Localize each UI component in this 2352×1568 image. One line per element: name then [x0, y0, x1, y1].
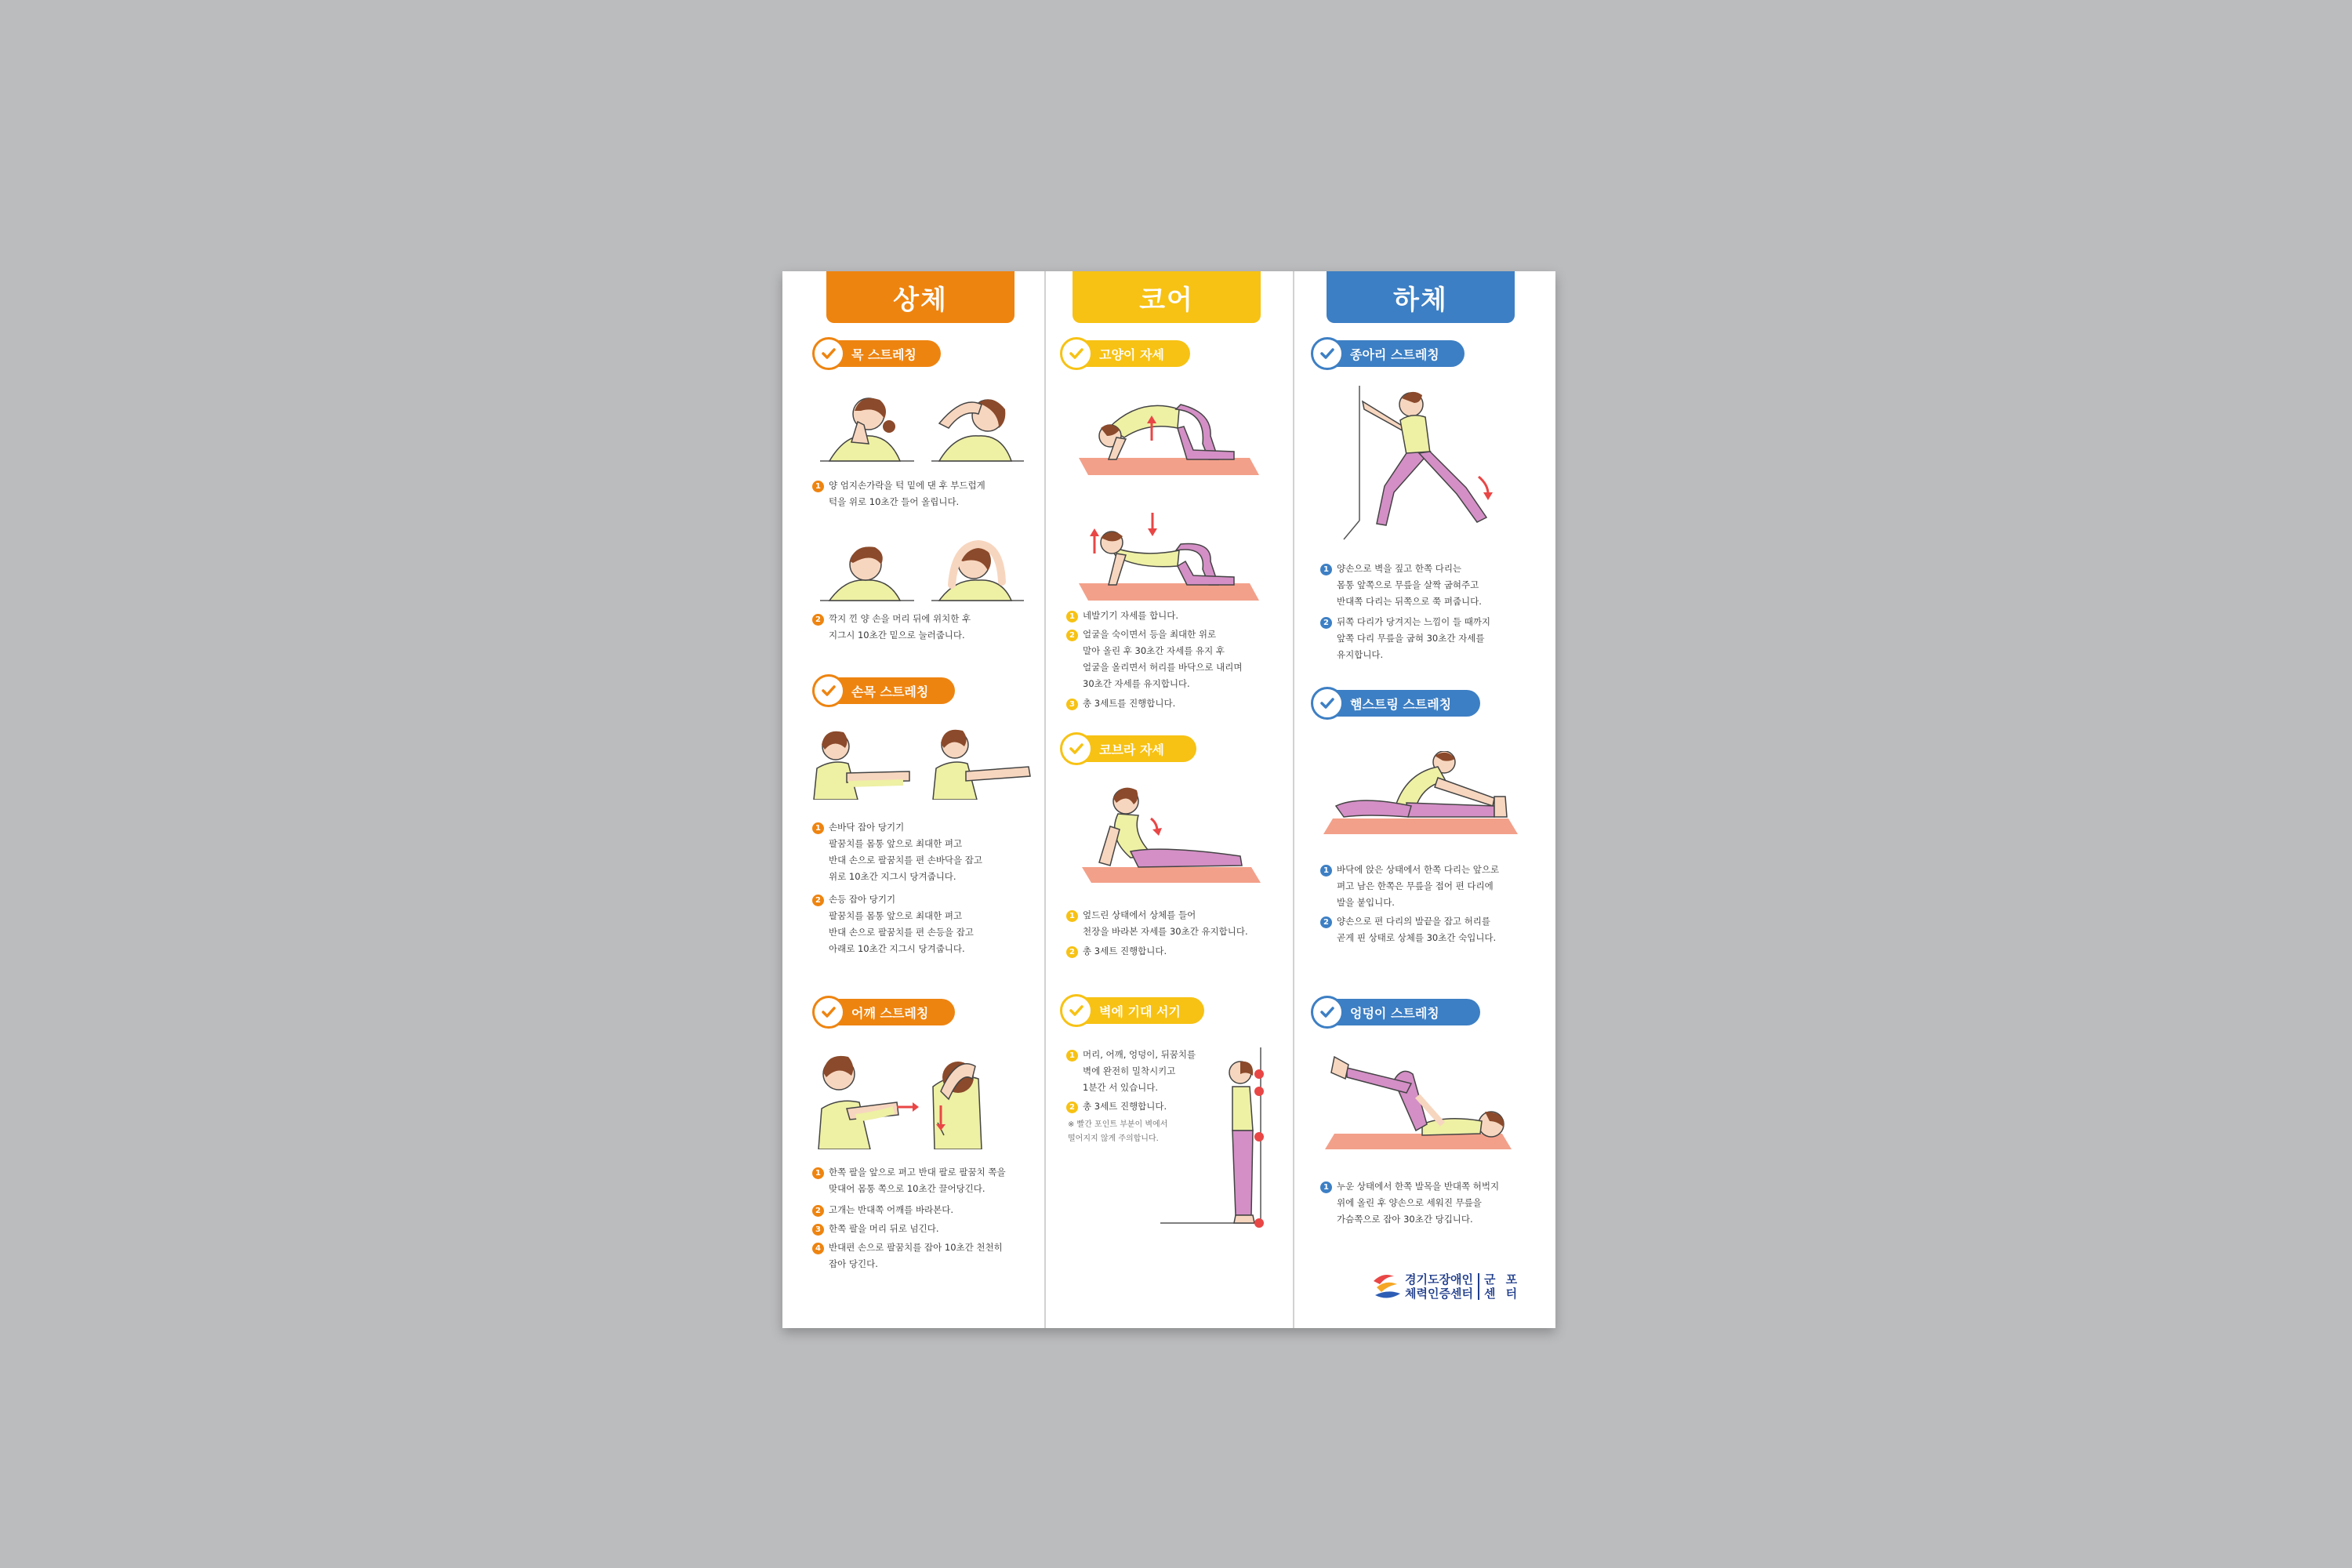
neck-stretch-label — [814, 340, 941, 367]
lower-body-title: 하체 — [1327, 271, 1515, 323]
step — [1066, 946, 1167, 960]
step-text: 한쪽 팔을 앞으로 펴고 반대 팔로 팔꿈치 쪽을 맞대어 몸통 쪽으로 10초간 끌어당긴다. — [829, 1167, 1006, 1194]
step-text: 손등 잡아 당기기 팔꿈치를 몸통 앞으로 최대한 펴고 반대 손으로 팔꿈치를 편 손등을 잡고 아래로 10초간 지그시 당겨줍니다. — [829, 894, 974, 954]
step — [1320, 616, 1490, 663]
step-text: 뒤쪽 다리가 당겨지는 느낌이 들 때까지 앞쪽 다리 무릎을 굽혀 30초간 자세를 유지합니다. — [1337, 616, 1491, 660]
step-number: 4 — [812, 1243, 824, 1254]
step — [812, 1167, 1006, 1197]
stretching-guide-sheet — [782, 271, 1555, 1328]
step — [1066, 1101, 1167, 1115]
check-icon — [1311, 337, 1344, 370]
step-text: 양손으로 벽을 짚고 한쪽 다리는 몸통 앞쪽으로 무릎을 살짝 굽혀주고 반대쪽 다리는 뒤쪽으로 쭉 펴줍니다. — [1337, 563, 1482, 607]
step-number: 2 — [1320, 617, 1332, 629]
step-number: 1 — [812, 1167, 824, 1179]
step-text: 총 3세트를 진행합니다. — [1083, 698, 1176, 709]
step — [1066, 909, 1248, 940]
step — [812, 480, 985, 510]
section-title: 고양이 자세 — [1099, 347, 1164, 362]
step — [812, 1223, 938, 1237]
check-icon — [812, 674, 845, 707]
step-number: 1 — [1066, 910, 1078, 922]
glute-stretch-illustration — [1320, 1049, 1526, 1159]
step-text: 손바닥 잡아 당기기 팔꿈치를 몸통 앞으로 최대한 펴고 반대 손으로 팔꿈치를 편 손바닥을 잡고 위로 10초간 지그시 당겨줍니다. — [829, 822, 983, 882]
step-text: 양 엄지손가락을 턱 밑에 댄 후 부드럽게 턱을 위로 10초간 들어 올립니다. — [829, 480, 985, 507]
shoulder-stretch-label — [814, 999, 955, 1025]
step-text: 한쪽 팔을 머리 뒤로 넘긴다. — [829, 1223, 939, 1234]
glute-stretch-label — [1312, 999, 1480, 1025]
step-text: 머리, 어깨, 엉덩이, 뒤꿈치를 벽에 완전히 밀착시키고 1분간 서 있습니다. — [1083, 1049, 1196, 1093]
step-text: 엎드린 상태에서 상체를 들어 천장을 바라본 자세를 30초간 유지합니다. — [1083, 909, 1248, 937]
step-number: 1 — [1320, 564, 1332, 575]
step — [1320, 864, 1499, 911]
step-number: 3 — [812, 1224, 824, 1236]
check-icon — [812, 337, 845, 370]
cat-pose-label — [1062, 340, 1190, 367]
cat-pose-illustration — [1077, 381, 1265, 475]
hamstring-stretch-label — [1312, 690, 1480, 717]
step-text: 네발기기 자세를 합니다. — [1083, 610, 1179, 621]
step-number: 2 — [812, 1205, 824, 1217]
step-number: 3 — [1066, 699, 1078, 710]
upper-body-column — [782, 271, 1032, 1328]
step-text: 고개는 반대쪽 어깨를 바라본다. — [829, 1204, 954, 1215]
cobra-pose-illustration — [1076, 779, 1269, 889]
section-title: 코브라 자세 — [1099, 742, 1164, 757]
wrist-stretch-label — [814, 677, 955, 704]
step-text: 양손으로 편 다리의 발끝을 잡고 허리를 곧게 핀 상태로 상체를 30초간 숙입니다. — [1337, 916, 1497, 943]
step — [812, 613, 971, 644]
step-number: 1 — [1066, 1050, 1078, 1062]
upper-body-title: 상체 — [826, 271, 1014, 323]
step-text: 총 3세트 진행합니다. — [1083, 946, 1167, 956]
shoulder-stretch-illustration — [815, 1047, 1035, 1149]
section-title: 어깨 스트레칭 — [851, 1005, 929, 1021]
check-icon — [812, 996, 845, 1029]
step-number: 2 — [1066, 946, 1078, 958]
step — [1066, 629, 1242, 692]
step-number: 1 — [812, 822, 824, 834]
section-title: 목 스트레칭 — [851, 347, 916, 362]
section-title: 손목 스트레칭 — [851, 684, 929, 699]
check-icon — [1311, 687, 1344, 720]
center-logo — [1370, 1272, 1520, 1301]
step — [1320, 916, 1496, 946]
step-text: 누운 상태에서 한쪽 발목을 반대쪽 허벅지 위에 올린 후 양손으로 세워진 무릎을 가슴쪽으로 잡아 30초간 당깁니다. — [1337, 1181, 1500, 1225]
step-text: 얼굴을 숙이면서 등을 최대한 위로 말아 올린 후 30초간 자세를 유지 후 얼굴을 올리면서 허리를 바닥으로 내리며 30초간 자세를 유지합니다. — [1083, 629, 1243, 689]
step — [812, 1242, 1003, 1272]
step-text: 총 3세트 진행합니다. — [1083, 1101, 1167, 1112]
step — [1066, 698, 1175, 712]
check-icon — [1060, 732, 1093, 765]
step — [1320, 1181, 1499, 1228]
section-title: 벽에 기대 서기 — [1099, 1004, 1181, 1019]
check-icon — [1311, 996, 1344, 1029]
wrist-stretch-illustration — [809, 724, 1036, 800]
logo-line-1: 경기도장애인 — [1405, 1272, 1473, 1287]
step — [1066, 610, 1178, 624]
step — [812, 822, 982, 885]
hamstring-stretch-illustration — [1320, 751, 1526, 837]
step-number: 2 — [1066, 1102, 1078, 1113]
logo-line-2: 체력인증센터 — [1405, 1287, 1473, 1301]
cow-pose-illustration — [1077, 506, 1265, 601]
step-text: 바닥에 앉은 상태에서 한쪽 다리는 앞으로 펴고 남은 한쪽은 무릎을 접어 편 다리에 발을 붙입니다. — [1337, 864, 1500, 908]
step-number: 2 — [1320, 916, 1332, 928]
step-number: 2 — [812, 614, 824, 626]
core-title: 코어 — [1073, 271, 1261, 323]
step-number: 1 — [1320, 865, 1332, 877]
logo-side-2: 센 터 — [1483, 1287, 1521, 1301]
step-number: 2 — [812, 895, 824, 906]
step-number: 1 — [1320, 1181, 1332, 1193]
step — [812, 894, 974, 957]
step-number: 1 — [812, 481, 824, 492]
core-column — [1046, 271, 1295, 1328]
section-title: 엉덩이 스트레칭 — [1350, 1005, 1439, 1021]
step-number: 1 — [1066, 611, 1078, 622]
section-title: 종아리 스트레칭 — [1350, 347, 1439, 362]
wall-stand-label — [1062, 997, 1204, 1024]
step-text: 반대편 손으로 팔꿈치를 잡아 10초간 천천히 잡아 당긴다. — [829, 1242, 1003, 1269]
step — [1320, 563, 1482, 610]
section-title: 햄스트링 스트레칭 — [1350, 696, 1452, 712]
neck-stretch-illustration — [814, 387, 1025, 466]
calf-stretch-label — [1312, 340, 1465, 367]
step-text: 깍지 낀 양 손을 머리 뒤에 위치한 후 지그시 10초간 밑으로 눌러줍니다. — [829, 613, 971, 641]
lower-body-column — [1295, 271, 1544, 1328]
check-icon — [1060, 337, 1093, 370]
wall-stand-illustration — [1160, 1047, 1283, 1240]
check-icon — [1060, 994, 1093, 1027]
logo-side-1: 군 포 — [1483, 1272, 1521, 1287]
step-number: 2 — [1066, 630, 1078, 641]
neck-press-illustration — [814, 530, 1025, 605]
logo-mark-icon — [1370, 1272, 1402, 1301]
caution-note: ※ 빨간 포인트 부분이 벽에서 떨어지지 않게 주의합니다. — [1068, 1120, 1168, 1143]
calf-stretch-illustration — [1333, 386, 1521, 543]
step — [812, 1204, 953, 1218]
cobra-pose-label — [1062, 735, 1196, 762]
